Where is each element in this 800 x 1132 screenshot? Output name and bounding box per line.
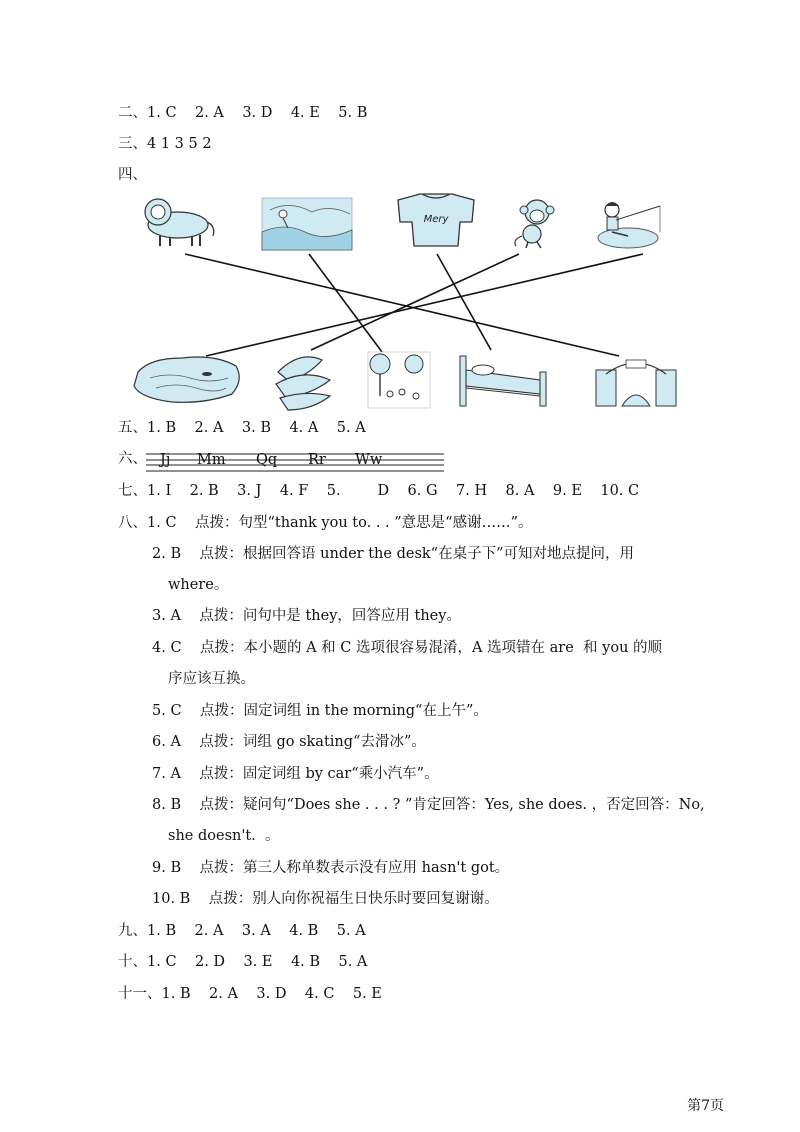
- match-line-lion-zoo: [185, 254, 619, 356]
- section-8-item-2: 2. B 点拨：根据回答语 under the desk“在桌子下”可知对地点提问，用: [152, 546, 634, 562]
- letter-pair-1: Jj: [160, 452, 171, 468]
- answer-line-section-3: 三、4 1 3 5 2: [118, 136, 212, 152]
- section-8-item-3: 3. A 点拨：问句中是 they，回答应用 they。: [152, 608, 461, 624]
- matching-exercise: [0, 0, 800, 420]
- match-line-sweater-bed: [437, 254, 491, 350]
- swimming-picture: [262, 198, 352, 250]
- section-8-item-10: 10. B 点拨：别人向你祝福生日快乐时要回复谢谢。: [152, 891, 499, 907]
- answer-line-section-11: 十一、1. B 2. A 3. D 4. C 5. E: [118, 986, 382, 1002]
- section-8-item-6: 6. A 点拨：词组 go skating“去滑冰”。: [152, 734, 426, 750]
- match-line-swim-park: [309, 254, 382, 352]
- answer-line-section-9: 九、1. B 2. A 3. A 4. B 5. A: [118, 923, 366, 939]
- bananas-picture: [276, 357, 330, 410]
- letter-pair-3: Qq: [256, 452, 278, 468]
- letter-pair-2: Mm: [197, 452, 226, 468]
- monkey-picture: [515, 200, 554, 248]
- match-line-monkey-bananas: [311, 254, 519, 350]
- answer-line-section-5: 五、1. B 2. A 3. B 4. A 5. A: [118, 420, 366, 436]
- section-8-item-4-cont: 序应该互换。: [168, 671, 255, 687]
- lion-picture: [145, 199, 214, 246]
- zoo-gate-picture: [596, 360, 676, 406]
- lake-picture: [134, 357, 239, 402]
- section-4-label: 四、: [118, 167, 147, 183]
- section-6-label: 六、: [118, 451, 147, 467]
- sweater-text: Mery: [423, 214, 449, 225]
- section-8-item-5: 5. C 点拨：固定词组 in the morning“在上午”。: [152, 703, 488, 719]
- letter-pair-4: Rr: [308, 452, 326, 468]
- bed-picture: [460, 356, 546, 406]
- section-8-item-9: 9. B 点拨：第三人称单数表示没有应用 hasn't got。: [152, 860, 510, 876]
- letter-pair-5: Ww: [355, 452, 383, 468]
- section-8-item-7: 7. A 点拨：固定词组 by car“乘小汽车”。: [152, 766, 439, 782]
- page-number: 第7页: [687, 1098, 724, 1114]
- park-picture: [368, 352, 430, 408]
- sweater-picture: [398, 194, 474, 246]
- answer-line-section-10: 十、1. C 2. D 3. E 4. B 5. A: [118, 954, 368, 970]
- match-line-fishing-lake: [206, 254, 643, 356]
- fishing-boy-picture: [598, 202, 660, 248]
- section-8-item-8: 8. B 点拨：疑问句“Does she . . . ? ”肯定回答：Yes, she does. ，否定回答：No,: [152, 797, 705, 813]
- section-8-item-2-cont: where。: [168, 577, 229, 593]
- section-8-item-8-cont: she doesn't. 。: [168, 828, 280, 844]
- section-8-item-4: 4. C 点拨：本小题的 A 和 C 选项很容易混淆，A 选项错在 are 和 you 的顺: [152, 640, 663, 656]
- section-8-item-1: 八、1. C 点拨：句型“thank you to. . . ”意思是“感谢……”。: [118, 515, 533, 531]
- handwriting-lines: [146, 450, 446, 474]
- answer-line-section-7: 七、1. I 2. B 3. J 4. F 5. D 6. G 7. H 8. A 9. E 10. C: [118, 483, 640, 499]
- answer-line-section-2: 二、1. C 2. A 3. D 4. E 5. B: [118, 105, 368, 121]
